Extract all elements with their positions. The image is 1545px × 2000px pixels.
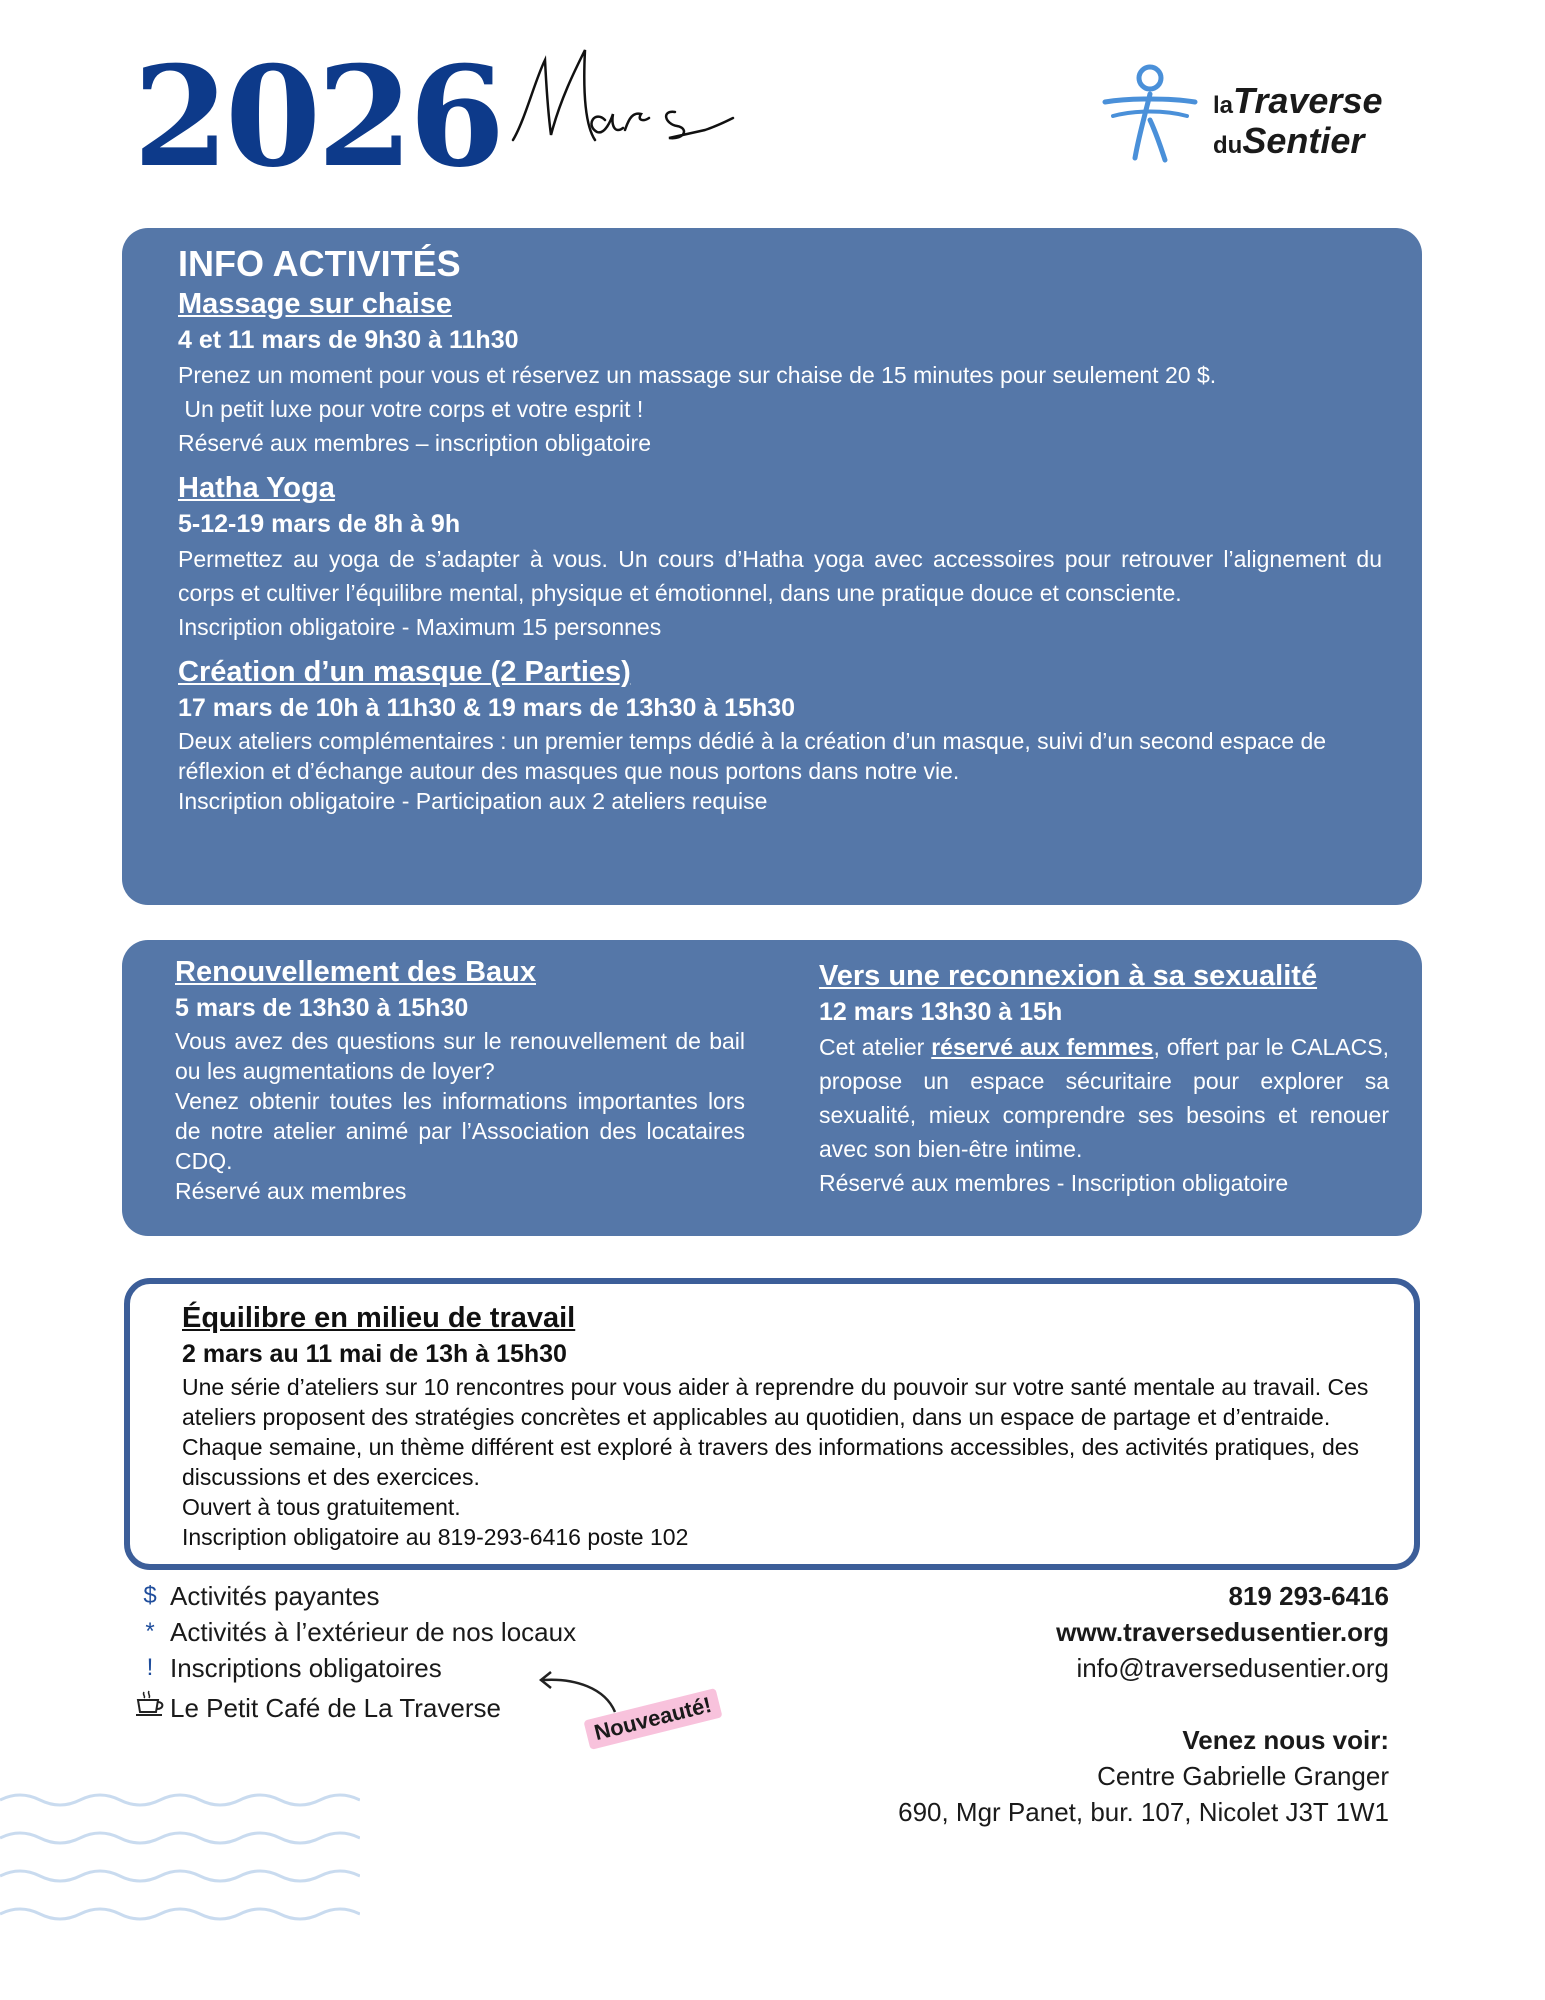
- yoga-date: 5-12-19 mars de 8h à 9h: [178, 510, 461, 538]
- waves-decoration: [0, 1790, 360, 1940]
- workshops-card: [122, 940, 1422, 1236]
- month-label: Mars: [505, 158, 508, 159]
- legend-label: Inscriptions obligatoires: [170, 1653, 442, 1683]
- sexualite-title: Vers une reconnexion à sa sexualité: [819, 960, 1318, 992]
- arrow-icon: [535, 1668, 625, 1718]
- masque-date: 17 mars de 10h à 11h30 & 19 mars de 13h30 à 15h30: [178, 694, 796, 722]
- info-title: INFO ACTIVITÉS: [178, 243, 461, 284]
- contact-email[interactable]: info@traversedusentier.org: [1076, 1653, 1389, 1683]
- equilibre-text: Une série d’ateliers sur 10 rencontres pour vous aider à reprendre du pouvoir sur votre santé mentale au travail. Ces ateliers proposent des stratégies concrètes et applicables au quotidien, dans un espace de partage et d’entraide. Chaque semaine, un thème différent est exploré à travers des informations accessibles, des activités pratiques, des discussions et des exercices.: [182, 1374, 1369, 1490]
- baux-text1: Vous avez des questions sur le renouvellement de bail ou les augmentations de loyer?: [175, 1028, 745, 1084]
- legend-item: [130, 1650, 576, 1686]
- masque-title: Création d’un masque (2 Parties): [178, 656, 631, 688]
- yoga-note: Inscription obligatoire - Maximum 15 personnes: [178, 614, 662, 640]
- dollar-icon: $: [143, 1582, 157, 1609]
- contact-phone: 819 293-6416: [1228, 1581, 1389, 1611]
- baux-section: [175, 954, 745, 1206]
- massage-title: Massage sur chaise: [178, 288, 453, 320]
- coffee-cup-icon: [130, 1688, 170, 1729]
- contact-website[interactable]: www.traversedusentier.org: [1056, 1617, 1389, 1647]
- logo-du: du: [1213, 132, 1243, 159]
- masque-text: Deux ateliers complémentaires : un premier temps dédié à la création d’un masque, suivi d’un second espace de réflexion et d’échange autour des masques que nous portons dans notre vie.: [178, 728, 1327, 784]
- logo-traverse: Traverse: [1233, 80, 1383, 121]
- sexualite-date: 12 mars 13h30 à 15h: [819, 998, 1063, 1026]
- baux-text2: Venez obtenir toutes les informations importantes lors de notre atelier animé par l’Association des locataires CDQ.: [175, 1088, 745, 1174]
- baux-note: Réservé aux membres: [175, 1178, 407, 1204]
- legend-label: Activités à l’extérieur de nos locaux: [170, 1617, 577, 1647]
- sexualite-text: [819, 1030, 1389, 1166]
- month-script: [505, 40, 735, 160]
- legend-label: Le Petit Café de La Traverse: [170, 1693, 501, 1723]
- logo-la: la: [1213, 92, 1234, 119]
- yoga-title: Hatha Yoga: [178, 472, 335, 504]
- baux-date: 5 mars de 13h30 à 15h30: [175, 994, 469, 1022]
- massage-line2: Un petit luxe pour votre corps et votre esprit !: [178, 396, 644, 422]
- logo: [1095, 60, 1415, 180]
- masque-note: Inscription obligatoire - Participation aux 2 ateliers requise: [178, 788, 768, 814]
- asterisk-icon: *: [145, 1618, 155, 1645]
- sexualite-note: Réservé aux membres - Inscription obligatoire: [819, 1170, 1289, 1196]
- exclamation-icon: !: [146, 1654, 154, 1681]
- equilibre-note1: Ouvert à tous gratuitement.: [182, 1494, 461, 1520]
- contact-block: [898, 1578, 1389, 1830]
- legend-item: [130, 1690, 576, 1726]
- visit-center: Centre Gabrielle Granger: [1097, 1761, 1389, 1791]
- legend-item: [130, 1578, 576, 1614]
- equilibre-date: 2 mars au 11 mai de 13h à 15h30: [182, 1340, 567, 1368]
- yoga-text: Permettez au yoga de s’adapter à vous. Un cours d’Hatha yoga avec accessoires pour retrouver l’alignement du corps et cultiver l’équilibre mental, physique et émotionnel, dans une pratique douce et consciente.: [178, 546, 1382, 606]
- equilibre-note2: Inscription obligatoire au 819-293-6416 poste 102: [182, 1524, 689, 1550]
- equilibre-card: [124, 1278, 1420, 1570]
- massage-line1: Prenez un moment pour vous et réservez un massage sur chaise de 15 minutes pour seulement 20 $.: [178, 362, 1217, 388]
- logo-sentier: Sentier: [1242, 120, 1365, 161]
- legend-label: Activités payantes: [170, 1581, 380, 1611]
- equilibre-title: Équilibre en milieu de travail: [182, 1302, 576, 1334]
- nouveaute-badge: Nouveauté!: [583, 1688, 722, 1750]
- person-logo-icon: [1095, 60, 1205, 170]
- sexualite-text-a: Cet atelier: [819, 1034, 932, 1060]
- massage-date: 4 et 11 mars de 9h30 à 11h30: [178, 326, 519, 354]
- sexualite-text-b: , offert par le CALACS, propose un espace sécuritaire pour explorer sa sexualité, mieux comprendre ses besoins et renouer avec son bien-être intime.: [819, 1034, 1389, 1162]
- visit-title: Venez nous voir:: [1182, 1725, 1389, 1755]
- massage-line3: Réservé aux membres – inscription obligatoire: [178, 430, 651, 456]
- legend-item: [130, 1614, 576, 1650]
- legend: [130, 1578, 576, 1726]
- info-activities-card: [122, 228, 1422, 905]
- sexualite-text-bold: réservé aux femmes: [931, 1034, 1154, 1060]
- sexualite-section: [819, 958, 1389, 1200]
- visit-address: 690, Mgr Panet, bur. 107, Nicolet J3T 1W1: [898, 1797, 1389, 1827]
- year-title: 2026: [133, 35, 502, 198]
- baux-title: Renouvellement des Baux: [175, 956, 536, 988]
